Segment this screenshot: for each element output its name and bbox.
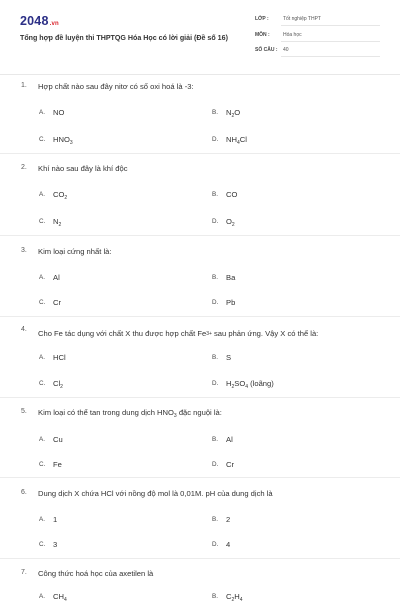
option-letter: B. [212,109,218,116]
option-letter: C. [39,218,46,225]
question-number: 7. [21,569,27,576]
document-header [0,0,400,78]
option-text: S [226,353,232,362]
option-text: HCl [53,353,66,362]
option-text: 2 [226,515,231,524]
option-text: $N_2O$ [226,108,241,119]
meta-row-count [255,45,380,57]
question-text: Hợp chất nào sau đây nitơ có số oxi hoá là -3: [38,82,194,91]
meta-divider [281,25,380,26]
option-letter: A. [39,593,45,600]
option-text: Al [53,273,60,282]
option-letter: C. [39,461,46,468]
option-letter: D. [212,136,219,143]
option-text: $NH_4Cl$ [226,135,247,146]
header-divider [0,74,400,75]
option-text: $N_2$ [53,217,62,228]
option-text: $HNO_3$ [53,135,73,146]
option-letter: B. [212,516,218,523]
option-letter: C. [39,541,46,548]
option-letter: B. [212,593,218,600]
option-text: Pb [226,298,236,307]
question-divider [0,558,400,559]
document-meta [255,14,380,61]
option-letter: A. [39,436,45,443]
question-text: Kim loại có thể tan trong dung dịch $HNO_3$ đặc nguội là: [38,408,222,419]
site-logo[interactable] [20,14,59,28]
option-text: Fe [53,460,62,469]
question-text: Dung dịch X chứa HCl với nồng độ mol là 0,01M. pH của dung dịch là [38,489,273,498]
question-number: 5. [21,408,27,415]
question-divider [0,235,400,236]
meta-label: LỚP : [255,16,269,22]
question-number: 4. [21,326,27,333]
option-text: $C_2H_4$ [226,592,243,603]
option-letter: A. [39,274,45,281]
meta-value: Tốt nghiệp THPT [283,16,321,22]
question-text: Cho Fe tác dụng với chất X thu được hợp chất $Fe^{3+}$ sau phản ứng. Vậy X có thể là: [38,329,319,338]
question-text: Kim loại cứng nhất là: [38,247,112,256]
question-divider [0,397,400,398]
option-letter: A. [39,109,45,116]
meta-row-subject [255,30,380,42]
option-text: NO [53,108,65,117]
option-text: 3 [53,540,58,549]
question-text: Công thức hoá học của axetilen là [38,569,154,578]
meta-label: MÔN : [255,31,270,38]
meta-row-class [255,14,380,26]
question-text: Khí nào sau đây là khí độc [38,164,128,173]
question-number: 6. [21,489,27,496]
option-letter: B. [212,354,218,361]
option-letter: D. [212,380,219,387]
option-letter: B. [212,436,218,443]
option-text: Ba [226,273,236,282]
option-letter: A. [39,354,45,361]
option-text: 4 [226,540,231,549]
option-letter: C. [39,380,46,387]
option-letter: D. [212,461,219,468]
option-letter: A. [39,516,45,523]
meta-value: 40 [283,47,289,53]
option-letter: D. [212,218,219,225]
question-number: 2. [21,164,27,171]
question-divider [0,153,400,154]
option-text: Cr [53,298,62,307]
document-title: Tổng hợp đề luyện thi THPTQG Hóa Học có lời giải (Đề số 16) [20,34,228,42]
option-letter: C. [39,136,46,143]
question-number: 1. [21,82,27,89]
option-letter: D. [212,541,219,548]
option-text: $CH_4$ [53,592,67,603]
question-divider [0,477,400,478]
option-letter: B. [212,191,218,198]
option-letter: A. [39,191,45,198]
option-text: $Cl_2$ [53,379,63,390]
meta-divider [281,56,380,57]
option-letter: D. [212,299,219,306]
option-text: Cr [226,460,235,469]
logo-tld: .vn [49,21,59,27]
option-text: CO [226,190,238,199]
option-letter: C. [39,299,46,306]
meta-divider [281,41,380,42]
option-text: 1 [53,515,58,524]
question-divider [0,316,400,317]
meta-label: SỐ CÂU : [255,47,278,53]
option-letter: B. [212,274,218,281]
option-text: Al [226,435,233,444]
option-text: $O_2$ [226,217,235,228]
option-text: Cu [53,435,63,444]
option-text: $H_2SO_4$ (loãng) [226,379,274,390]
option-text: $CO_2$ [53,190,68,201]
meta-value: Hóa học [283,31,302,38]
logo-text: 2048 [20,14,49,28]
question-number: 3. [21,247,27,254]
